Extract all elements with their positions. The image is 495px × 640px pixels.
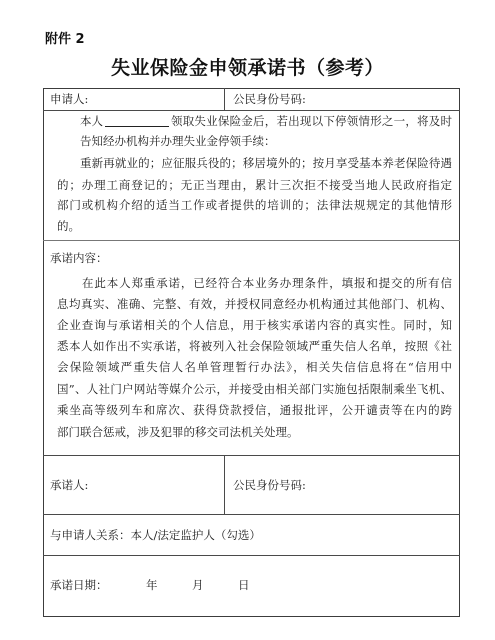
relation-options: 本人/法定监护人（勾选） xyxy=(130,528,261,542)
notice-line-4: 的；办理工商登记的；无正当理由，累计三次拒不接受当地人民政府指定 xyxy=(57,178,452,192)
row-divider-commitment xyxy=(43,455,460,456)
commitment-line-7: 乘坐高等级列车和席次、获得贷款授信，通报批评，公开谴责等在内的跨 xyxy=(57,403,452,417)
notice-line-1-prefix: 本人 xyxy=(80,114,103,128)
relation-label: 与申请人关系： xyxy=(50,528,131,542)
notice-line-1-text: 领取失业保险金后，若出现以下停领情形之一，将及时 xyxy=(171,114,452,128)
date-label: 承诺日期： xyxy=(50,578,108,592)
commitment-line-6: 国”、人社门户网站等媒介公示，并接受由相关部门实施包括限制乘坐飞机、 xyxy=(57,382,452,396)
relation-row xyxy=(50,527,261,543)
commitment-line-4: 悉本人如作出不实承诺，将被列入社会保险领域严重失信人名单，按照《社 xyxy=(57,339,452,353)
commitment-line-8: 部门联合惩戒，涉及犯罪的移交司法机关处理。 xyxy=(57,425,299,439)
notice-line-1 xyxy=(80,113,452,129)
notice-line-3: 重新再就业的；应征服兵役的；移居境外的；按月享受基本养老保险待遇 xyxy=(80,156,452,170)
promisor-label: 承诺人: xyxy=(50,478,89,492)
promisor-id-label: 公民身份号码: xyxy=(233,478,306,492)
column-divider-promisor xyxy=(224,455,225,514)
commitment-line-1: 在此本人郑重承诺，已经符合本业务办理条件，填报和提交的所有信 xyxy=(82,276,452,290)
notice-line-5: 部门或机构介绍的适当工作或者提供的培训的；法律法规规定的其他情形 xyxy=(57,198,452,212)
row-divider-notice xyxy=(43,240,460,241)
applicant-id-label: 公民身份号码: xyxy=(233,92,306,106)
date-day-label: 日 xyxy=(238,578,250,592)
name-blank-underline xyxy=(105,114,169,127)
attachment-label: 附件 2 xyxy=(45,32,85,47)
row-divider-applicant xyxy=(43,110,460,111)
applicant-label: 申请人: xyxy=(50,92,89,106)
notice-line-2: 告知经办机构并办理失业金停领手续： xyxy=(80,134,276,148)
document-title: 失业保险金申领承诺书（参考） xyxy=(110,57,384,79)
column-divider-applicant xyxy=(224,88,225,110)
commitment-label: 承诺内容： xyxy=(50,251,108,265)
date-year-label: 年 xyxy=(146,578,158,592)
commitment-line-3: 企业查询与承诺相关的个人信息，用于核实承诺内容的真实性。同时，知 xyxy=(57,318,452,332)
row-divider-promisor xyxy=(43,514,460,515)
date-month-label: 月 xyxy=(192,578,204,592)
commitment-line-5: 会保险领域严重失信人名单管理暂行办法》，相关失信信息将在“信用中 xyxy=(57,360,452,374)
commitment-line-2: 息均真实、准确、完整、有效，并授权同意经办机构通过其他部门、机构、 xyxy=(57,297,452,311)
notice-line-6: 的。 xyxy=(57,219,80,233)
row-divider-relation xyxy=(43,555,460,556)
